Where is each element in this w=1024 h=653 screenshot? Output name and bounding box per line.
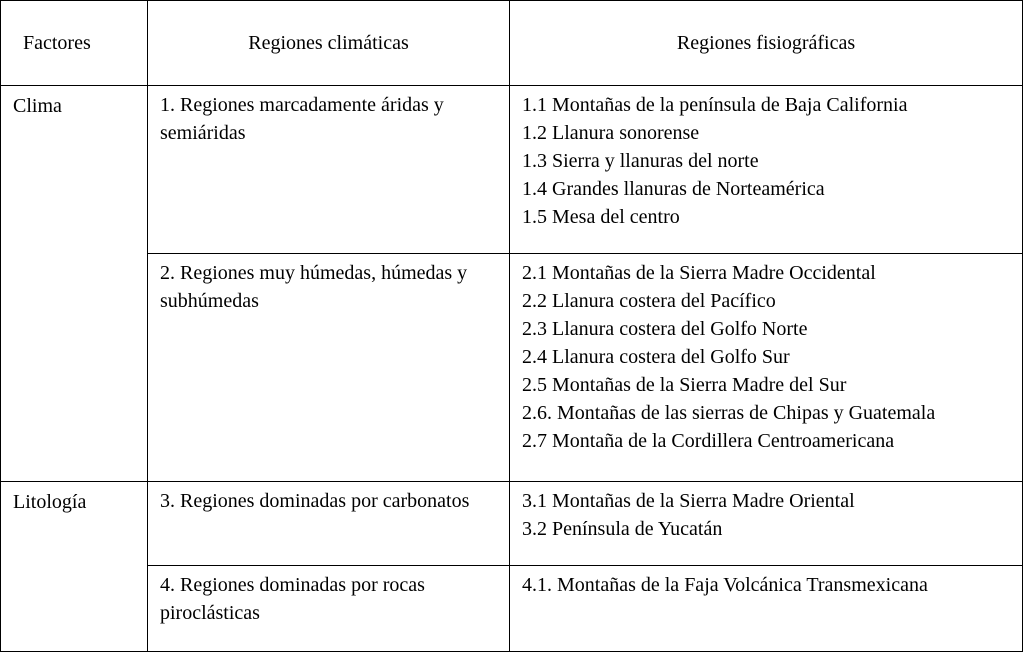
physio-item: 3.1 Montañas de la Sierra Madre Oriental: [522, 490, 855, 512]
physio-item: 2.4 Llanura costera del Golfo Sur: [522, 346, 790, 368]
physio-item: 1.4 Grandes llanuras de Norteamérica: [522, 178, 825, 200]
climate-region-cell: 2. Regiones muy húmedas, húmedas y subhúmedas: [148, 254, 510, 482]
physio-item: 1.2 Llanura sonorense: [522, 122, 700, 144]
climate-region-cell: 4. Regiones dominadas por rocas piroclásticas: [148, 566, 510, 652]
climate-region-cell: 3. Regiones dominadas por carbonatos: [148, 482, 510, 566]
physio-item: 2.6. Montañas de las sierras de Chipas y Guatemala: [522, 402, 936, 424]
physio-region-cell: [510, 566, 1023, 652]
table-row: [1, 482, 1023, 566]
factor-cell: Clima: [1, 86, 148, 482]
physio-region-cell: [510, 86, 1023, 254]
physio-region-cell: [510, 482, 1023, 566]
table-row: [1, 566, 1023, 652]
physio-item: 1.5 Mesa del centro: [522, 206, 680, 228]
header-factores: Factores: [1, 1, 148, 86]
physio-item: 1.1 Montañas de la península de Baja California: [522, 94, 908, 116]
factor-cell: Litología: [1, 482, 148, 652]
header-regiones-fisiograficas: Regiones fisiográficas: [510, 1, 1023, 86]
header-row: [1, 1, 1023, 86]
physio-item: 2.3 Llanura costera del Golfo Norte: [522, 318, 808, 340]
physio-item: 2.5 Montañas de la Sierra Madre del Sur: [522, 374, 847, 396]
physio-region-cell: [510, 254, 1023, 482]
header-regiones-climaticas: Regiones climáticas: [148, 1, 510, 86]
table-row: [1, 254, 1023, 482]
physio-item: 2.2 Llanura costera del Pacífico: [522, 290, 776, 312]
physio-item: 1.3 Sierra y llanuras del norte: [522, 150, 759, 172]
climate-region-cell: 1. Regiones marcadamente áridas y semiáridas: [148, 86, 510, 254]
table-row: [1, 86, 1023, 254]
physio-item: 2.1 Montañas de la Sierra Madre Occidental: [522, 262, 876, 284]
physio-item: 2.7 Montaña de la Cordillera Centroamericana: [522, 430, 895, 452]
physio-item: 3.2 Península de Yucatán: [522, 518, 723, 540]
physio-item: 4.1. Montañas de la Faja Volcánica Transmexicana: [522, 574, 928, 596]
